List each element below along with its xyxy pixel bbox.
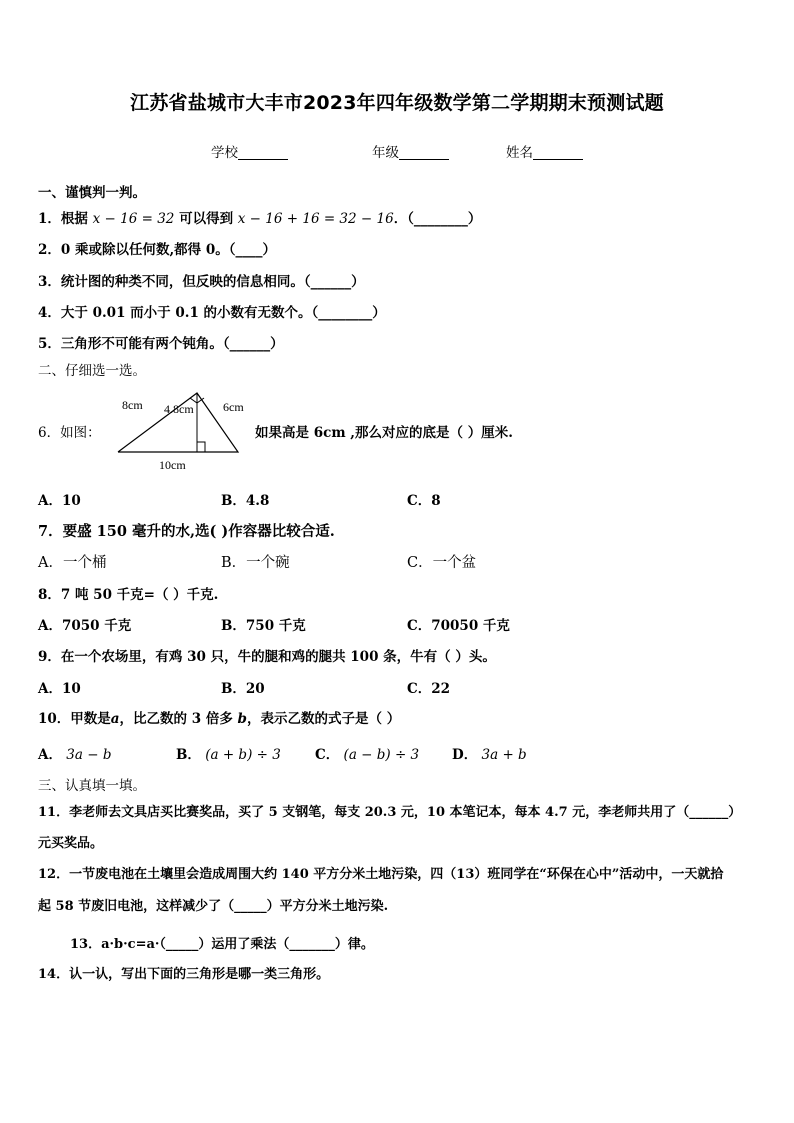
q7-option-a[interactable]: A．一个桶 (38, 555, 107, 571)
q6-option-b[interactable]: B．4.8 (221, 493, 270, 509)
question-1 (38, 207, 481, 227)
question-3: 3．统计图的种类不同，但反映的信息相同。（______） (38, 274, 365, 290)
q6-triangle-figure (110, 388, 250, 476)
section-1-heading: 一、谨慎判一判。 (38, 185, 146, 201)
right-angle-mark-base (197, 442, 205, 452)
q10-option-c-expr: (a − b) ÷ 3 (343, 747, 420, 763)
school-label: 学校 (211, 145, 238, 161)
q9-option-b[interactable]: B．20 (221, 681, 265, 697)
q1-number: 1． (38, 211, 61, 227)
q1-equation-1: x − 16 = 32 (92, 211, 175, 227)
q10-option-b[interactable] (176, 743, 281, 763)
q10-text-pre: 10．甲数是 (38, 711, 111, 727)
school-blank[interactable] (238, 145, 288, 160)
q10-option-d-expr: 3a + b (481, 747, 527, 763)
left-side-label: 8cm (122, 398, 143, 412)
question-12-line-2: 起 58 节废旧电池，这样减少了（_____）平方分米土地污染. (38, 899, 389, 914)
question-10 (38, 707, 400, 727)
q10-option-b-label: B． (176, 747, 201, 763)
q1-text-pre: 根据 (60, 211, 88, 227)
grade-blank[interactable] (399, 145, 449, 160)
q7-option-b[interactable]: B．一个碗 (221, 555, 290, 571)
school-field (211, 141, 288, 161)
question-5: 5．三角形不可能有两个钝角。（______） (38, 336, 284, 352)
q6-option-a[interactable]: A．10 (38, 493, 81, 509)
question-7: 7．要盛 150 毫升的水,选( )作容器比较合适. (38, 523, 335, 540)
q10-option-b-expr: (a + b) ÷ 3 (205, 747, 281, 763)
q10-option-a-label: A． (38, 747, 62, 763)
grade-label: 年级 (372, 145, 399, 161)
question-9: 9．在一个农场里，有鸡 30 只，牛的腿和鸡的腿共 100 条，牛有（ ）头。 (38, 649, 496, 665)
question-14: 14．认一认，写出下面的三角形是哪一类三角形。 (38, 967, 330, 982)
right-side-label: 6cm (223, 400, 244, 414)
question-8: 8．7 吨 50 千克=（ ）千克. (38, 587, 219, 603)
q10-option-d[interactable] (452, 743, 527, 763)
name-blank[interactable] (533, 145, 583, 160)
q8-option-c[interactable]: C．70050 千克 (407, 618, 510, 634)
base-label: 10cm (159, 458, 186, 472)
q6-number: 6．如图： (38, 425, 101, 441)
q1-text-mid: 可以得到 (179, 211, 234, 227)
name-label: 姓名 (506, 145, 533, 161)
q9-option-a[interactable]: A．10 (38, 681, 81, 697)
question-4: 4．大于 0.01 而小于 0.1 的小数有无数个。（________） (38, 305, 386, 321)
grade-field (372, 141, 449, 161)
q7-option-c[interactable]: C．一个盆 (407, 555, 477, 571)
name-field (506, 141, 583, 161)
q10-option-a-expr: 3a − b (66, 747, 112, 763)
question-12-line-1: 12．一节废电池在土壤里会造成周围大约 140 平方分米土地污染，四（13）班同学在“环保在心中”活动中，一天就拾 (38, 867, 724, 882)
section-3-heading: 三、认真填一填。 (38, 778, 146, 794)
question-2: 2．0 乘或除以任何数,都得 0。（____） (38, 242, 277, 258)
section-2-heading: 二、仔细选一选。 (38, 363, 146, 379)
q10-option-c-label: C． (315, 747, 340, 763)
q10-var-b: b (237, 711, 247, 727)
question-11-line-1: 11．李老师去文具店买比赛奖品，买了 5 支钢笔，每支 20.3 元，10 本笔记本，每本 4.7 元，李老师共用了（______） (38, 805, 742, 820)
page-title: 江苏省盐城市大丰市2023年四年级数学第二学期期末预测试题 (130, 92, 664, 114)
q1-answer-blank[interactable]: ．（________） (393, 211, 482, 227)
q8-option-b[interactable]: B．750 千克 (221, 618, 306, 634)
q6-option-c[interactable]: C．8 (407, 493, 441, 509)
q10-var-a: a (110, 711, 120, 727)
q10-text-post: ，表示乙数的式子是（ ） (247, 711, 401, 727)
q1-equation-2: x − 16 + 16 = 32 − 16 (237, 211, 394, 227)
question-6-text: 如果高是 6cm ,那么对应的底是（ ）厘米. (255, 425, 513, 441)
q10-option-a[interactable] (38, 743, 111, 763)
question-13: 13．a·b·c=a·（_____）运用了乘法（_______）律。 (70, 937, 374, 952)
q8-option-a[interactable]: A．7050 千克 (38, 618, 132, 634)
q10-text-mid: ，比乙数的 3 倍多 (119, 711, 233, 727)
q10-option-d-label: D． (452, 747, 478, 763)
height-label: 4.8cm (164, 402, 194, 416)
q10-option-c[interactable] (315, 743, 419, 763)
q9-option-c[interactable]: C．22 (407, 681, 451, 697)
question-11-line-2: 元买奖品。 (38, 836, 104, 851)
